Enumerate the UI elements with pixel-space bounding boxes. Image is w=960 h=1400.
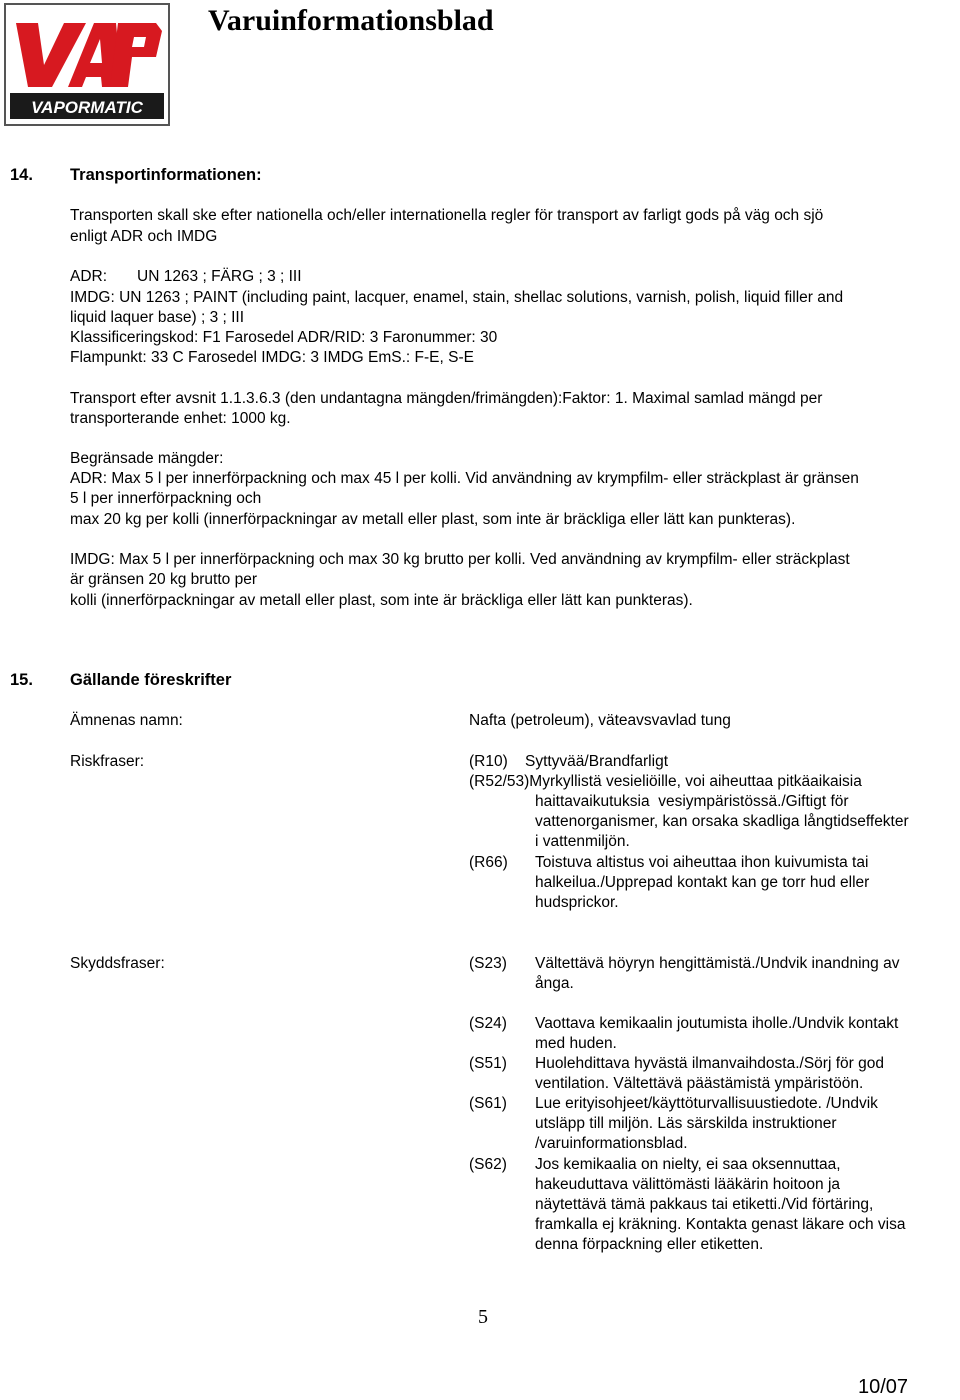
risk-phrase-r10: (R10) Syttyvää/Brandfarligt — [469, 753, 668, 770]
safety-phrase-s62: denna förpackning eller etiketten. — [535, 1236, 764, 1253]
risk-phrase-r66: Toistuva altistus voi aiheuttaa ihon kuivumista tai — [535, 854, 869, 871]
logo-text: VAPORMATIC — [31, 98, 143, 117]
substance-label: Ämnenas namn: — [70, 712, 183, 729]
date-code: 10/07 — [858, 1376, 909, 1398]
safety-phrase-s62: Jos kemikaalia on nielty, ei saa oksennuttaa, — [535, 1156, 841, 1173]
safety-phrase-s24: Vaottava kemikaalin joutumista iholle./Undvik kontakt — [535, 1015, 899, 1032]
safety-phrase-s62: näytettävä tämä pakkaus tai etiketti./Vid förtäring, — [535, 1196, 874, 1213]
safety-phrase-s23: Vältettävä höyryn hengittämistä./Undvik inandning av — [535, 955, 900, 972]
imdg-limited-line: kolli (innerförpackningar av metall eller plast, som inte är bräckliga eller lätt kan punkteras). — [70, 592, 693, 609]
safety-code-s23: (S23) — [469, 955, 507, 972]
safety-phrase-s23: ånga. — [535, 975, 574, 992]
risk-phrase-continuation: i vattenmiljön. — [535, 833, 630, 850]
transport-line: transporterande enhet: 1000 kg. — [70, 410, 291, 427]
safety-code-s62: (S62) — [469, 1156, 507, 1173]
section-14-number: 14. — [10, 166, 33, 184]
section-15-number: 15. — [10, 671, 33, 689]
document-title: Varuinformationsblad — [208, 4, 494, 37]
risk-phrase-r66: halkeilua./Upprepad kontakt kan ge torr hud eller — [535, 874, 870, 891]
vapormatic-logo — [4, 3, 170, 126]
safety-phrase-s51: ventilation. Vältettävä päästämistä ympäristöön. — [535, 1075, 864, 1092]
flashpoint-line: Flampunkt: 33 C Farosedel IMDG: 3 IMDG EmS.: F-E, S-E — [70, 349, 474, 366]
safety-phrase-s62: hakeuduttava välittömästi lääkärin hoitoon ja — [535, 1176, 841, 1193]
adr-limited-line: max 20 kg per kolli (innerförpackningar av metall eller plast, som inte är bräckliga eller lätt kan punkteras). — [70, 511, 796, 528]
limited-quantities-heading: Begränsade mängder: — [70, 450, 224, 467]
imdg-line: liquid laquer base) ; 3 ; III — [70, 309, 245, 326]
safety-phrase-s61: utsläpp till miljön. Läs särskilda instruktioner — [535, 1115, 837, 1132]
risk-phrase-r5253: (R52/53)Myrkyllistä vesieliöille, voi aiheuttaa pitkäaikaisia — [469, 773, 862, 790]
imdg-limited-line: IMDG: Max 5 l per innerförpackning och max 30 kg brutto per kolli. Ved användning av krympfilm- eller sträckplast — [70, 551, 850, 568]
adr-limited-line: 5 l per innerförpackning och — [70, 490, 262, 507]
vapormatic-logo-graphic — [6, 5, 168, 124]
adr-value: UN 1263 ; FÄRG ; 3 ; III — [137, 268, 302, 285]
risk-phrase-continuation: haittavaikutuksia vesiympäristössä./Giftigt för — [535, 793, 849, 810]
intro-line: enligt ADR och IMDG — [70, 228, 218, 245]
safety-code-s51: (S51) — [469, 1055, 507, 1072]
safety-phrase-s24: med huden. — [535, 1035, 617, 1052]
intro-line: Transporten skall ske efter nationella och/eller internationella regler för transport av farligt gods på väg och sjö — [70, 207, 824, 224]
safety-phrase-s61: Lue erityisohjeet/käyttöturvallisuustiedote. /Undvik — [535, 1095, 878, 1112]
safety-phrase-s51: Huolehdittava hyvästä ilmanvaihdosta./Sörj för god — [535, 1055, 884, 1072]
risk-phrases-label: Riskfraser: — [70, 753, 145, 770]
safety-code-s61: (S61) — [469, 1095, 507, 1112]
transport-line: Transport efter avsnit 1.1.3.6.3 (den undantagna mängden/frimängden):Faktor: 1. Maximal samlad mängd per — [70, 390, 823, 407]
imdg-line: IMDG: UN 1263 ; PAINT (including paint, lacquer, enamel, stain, shellac solutions, varnish, polish, liquid filler and — [70, 289, 844, 306]
safety-code-s24: (S24) — [469, 1015, 507, 1032]
section-15-heading: Gällande föreskrifter — [70, 671, 232, 689]
safety-phrase-s61: /varuinformationsblad. — [535, 1135, 688, 1152]
safety-phrases-label: Skyddsfraser: — [70, 955, 165, 972]
classification-line: Klassificeringskod: F1 Farosedel ADR/RID: 3 Faronummer: 30 — [70, 329, 498, 346]
section-14-heading: Transportinformationen: — [70, 166, 262, 184]
safety-phrase-s62: framkalla ej kräkning. Kontakta genast läkare och visa — [535, 1216, 906, 1233]
risk-phrase-r66: hudsprickor. — [535, 894, 619, 911]
risk-code-r66: (R66) — [469, 854, 508, 871]
adr-limited-line: ADR: Max 5 l per innerförpackning och max 45 l per kolli. Vid användning av krympfilm- eller sträckplast är gränsen — [70, 470, 859, 487]
risk-phrase-continuation: vattenorganismer, kan orsaka skadliga långtidseffekter — [535, 813, 909, 830]
imdg-limited-line: är gränsen 20 kg brutto per — [70, 571, 257, 588]
substance-value: Nafta (petroleum), väteavsvavlad tung — [469, 712, 731, 729]
adr-label: ADR: — [70, 268, 108, 285]
page-number: 5 — [478, 1306, 488, 1328]
